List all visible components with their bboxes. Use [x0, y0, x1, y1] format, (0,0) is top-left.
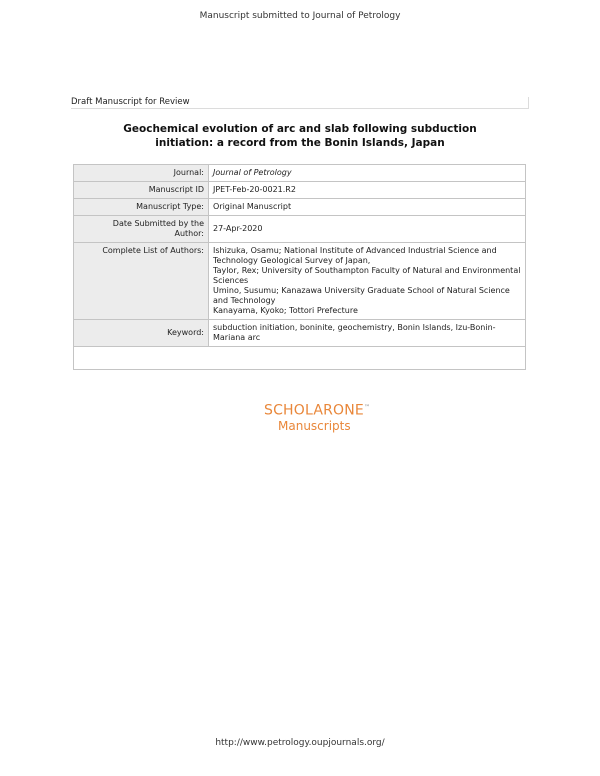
- running-header: Manuscript submitted to Journal of Petrology: [199, 11, 401, 21]
- date-submitted-label: [74, 216, 209, 243]
- trademark-mark: ™: [363, 404, 371, 411]
- table-row-manuscript-type: [74, 199, 526, 216]
- table-row-authors: [74, 243, 526, 320]
- manuscript-type-value: Original Manuscript: [209, 199, 526, 216]
- paper-title-line-2: initiation: a record from the Bonin Islands, Japan: [155, 137, 445, 149]
- manuscript-metadata-table: [73, 164, 526, 370]
- paper-title-line-1: Geochemical evolution of arc and slab following subduction: [123, 123, 477, 135]
- author-entry: Umino, Susumu; Kanazawa University Graduate School of Natural Science and Technology: [213, 286, 510, 305]
- authors-label: Complete List of Authors:: [74, 243, 209, 320]
- header-divider: [71, 108, 529, 109]
- date-submitted-label-line-2: Author:: [174, 229, 204, 238]
- scholarone-logo-text: SCHOLARONE: [264, 402, 364, 419]
- date-submitted-label-line-1: Date Submitted by the: [112, 219, 204, 228]
- author-entry: Taylor, Rex; University of Southampton Faculty of Natural and Environmental Sciences: [213, 266, 521, 285]
- journal-value: Journal of Petrology: [209, 165, 526, 182]
- manuscript-id-value: JPET-Feb-20-0021.R2: [209, 182, 526, 199]
- table-row-journal: [74, 165, 526, 182]
- keyword-value: subduction initiation, boninite, geochemistry, Bonin Islands, Izu-Bonin-Mariana arc: [209, 320, 526, 347]
- scholarone-logo: [264, 400, 384, 433]
- author-entry: Ishizuka, Osamu; National Institute of Advanced Industrial Science and Technology Geological Survey of Japan,: [213, 246, 497, 265]
- author-entry: Kanayama, Kyoko; Tottori Prefecture: [213, 306, 358, 315]
- scholarone-logo-wordmark: [264, 400, 384, 419]
- journal-label: Journal:: [74, 165, 209, 182]
- table-row-date-submitted: [74, 216, 526, 243]
- date-submitted-value: 27-Apr-2020: [209, 216, 526, 243]
- header-divider-tick: [528, 97, 529, 108]
- manuscript-type-label: Manuscript Type:: [74, 199, 209, 216]
- empty-cell: [74, 347, 526, 370]
- table-row-keyword: [74, 320, 526, 347]
- scholarone-logo-subtitle: Manuscripts: [278, 418, 351, 433]
- authors-value: [209, 243, 526, 320]
- table-row-empty: [74, 347, 526, 370]
- paper-title: [70, 122, 530, 150]
- manuscript-id-label: Manuscript ID: [74, 182, 209, 199]
- draft-label: Draft Manuscript for Review: [71, 97, 190, 107]
- footer-url: http://www.petrology.oupjournals.org/: [215, 738, 385, 748]
- table-row-manuscript-id: [74, 182, 526, 199]
- keyword-label: Keyword:: [74, 320, 209, 347]
